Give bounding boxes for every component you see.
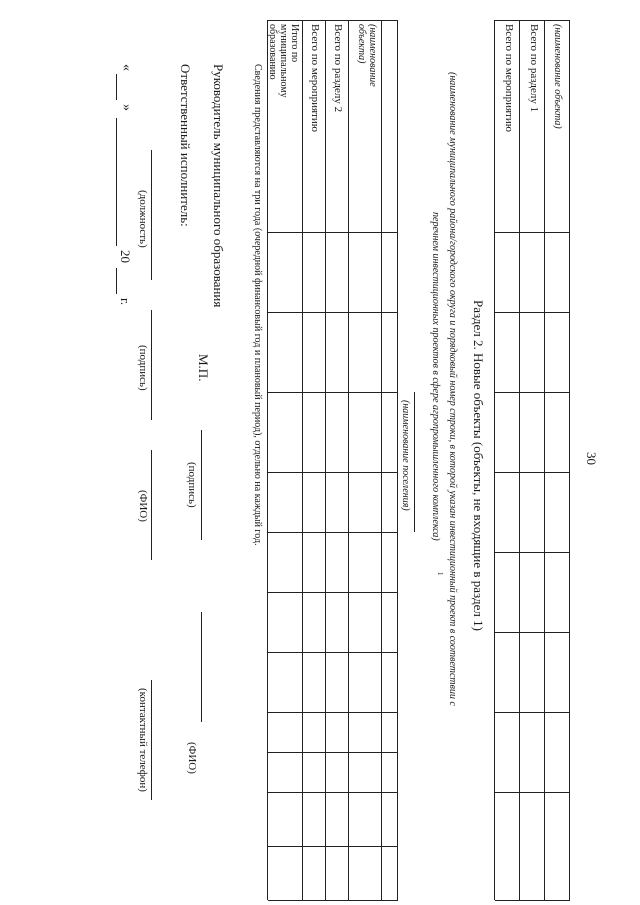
section2-subtitle-line1: (наименование муниципального района/городского округа и порядковый номер строки, в которой указан инвестиционный проект в соответствии с <box>447 72 458 706</box>
main-table-row-total-municipality: Итого по муниципальному образованию <box>267 24 300 98</box>
head-label: Руководитель муниципального образования <box>211 64 226 308</box>
settlement-label: (наименование поселения) <box>400 400 411 511</box>
executor-name-hint: (ФИО) <box>137 490 149 522</box>
date-close-quote: » <box>119 104 134 111</box>
top-table-row-total-measure: Всего по мероприятию <box>503 24 515 132</box>
top-table-row-total-section1: Всего по разделу 1 <box>528 24 540 113</box>
date-month-line <box>116 118 117 246</box>
head-signature-line <box>201 430 202 540</box>
executor-label: Ответственный исполнитель: <box>178 64 193 227</box>
date-year-prefix: 20 <box>118 250 133 263</box>
executor-phone-line <box>151 680 152 800</box>
page-number: 30 <box>584 452 599 465</box>
date-year-line <box>116 268 117 294</box>
main-table-row-total-measure: Всего по мероприятию <box>309 24 321 132</box>
executor-position-hint: (должность) <box>137 190 149 248</box>
date-year-suffix: г. <box>118 298 133 306</box>
top-table-caption: (наименование объекта) <box>552 24 563 129</box>
date-day-line <box>116 74 117 100</box>
head-name-hint: (ФИО) <box>186 742 198 774</box>
executor-signature-line <box>151 310 152 420</box>
executor-signature-hint: (подпись) <box>137 345 149 391</box>
main-table-row-total-section2: Всего по разделу 2 <box>332 24 344 113</box>
section2-title: Раздел 2. Новые объекты (объекты, не входящие в раздел 1) <box>471 300 486 631</box>
section2-subtitle-line2: перечнем инвестиционных проектов в сфере агропромышленного комплекса) <box>430 212 441 541</box>
head-name-line <box>201 612 202 722</box>
executor-position-line <box>151 150 152 280</box>
footnote: Сведения представляются на три года (очередной финансовый год и плановый период), отдельно на каждый год. <box>252 64 263 546</box>
executor-phone-hint: (контактный телефон) <box>137 688 149 792</box>
section2-superscript: 1 <box>436 572 444 576</box>
stamp-label: М.П. <box>196 354 211 382</box>
settlement-underline <box>414 392 415 532</box>
main-table-row-object: (наименование объекта) <box>356 24 378 87</box>
head-signature-hint: (подпись) <box>186 462 198 508</box>
executor-name-line <box>151 450 152 560</box>
date-open-quote: « <box>119 64 134 71</box>
